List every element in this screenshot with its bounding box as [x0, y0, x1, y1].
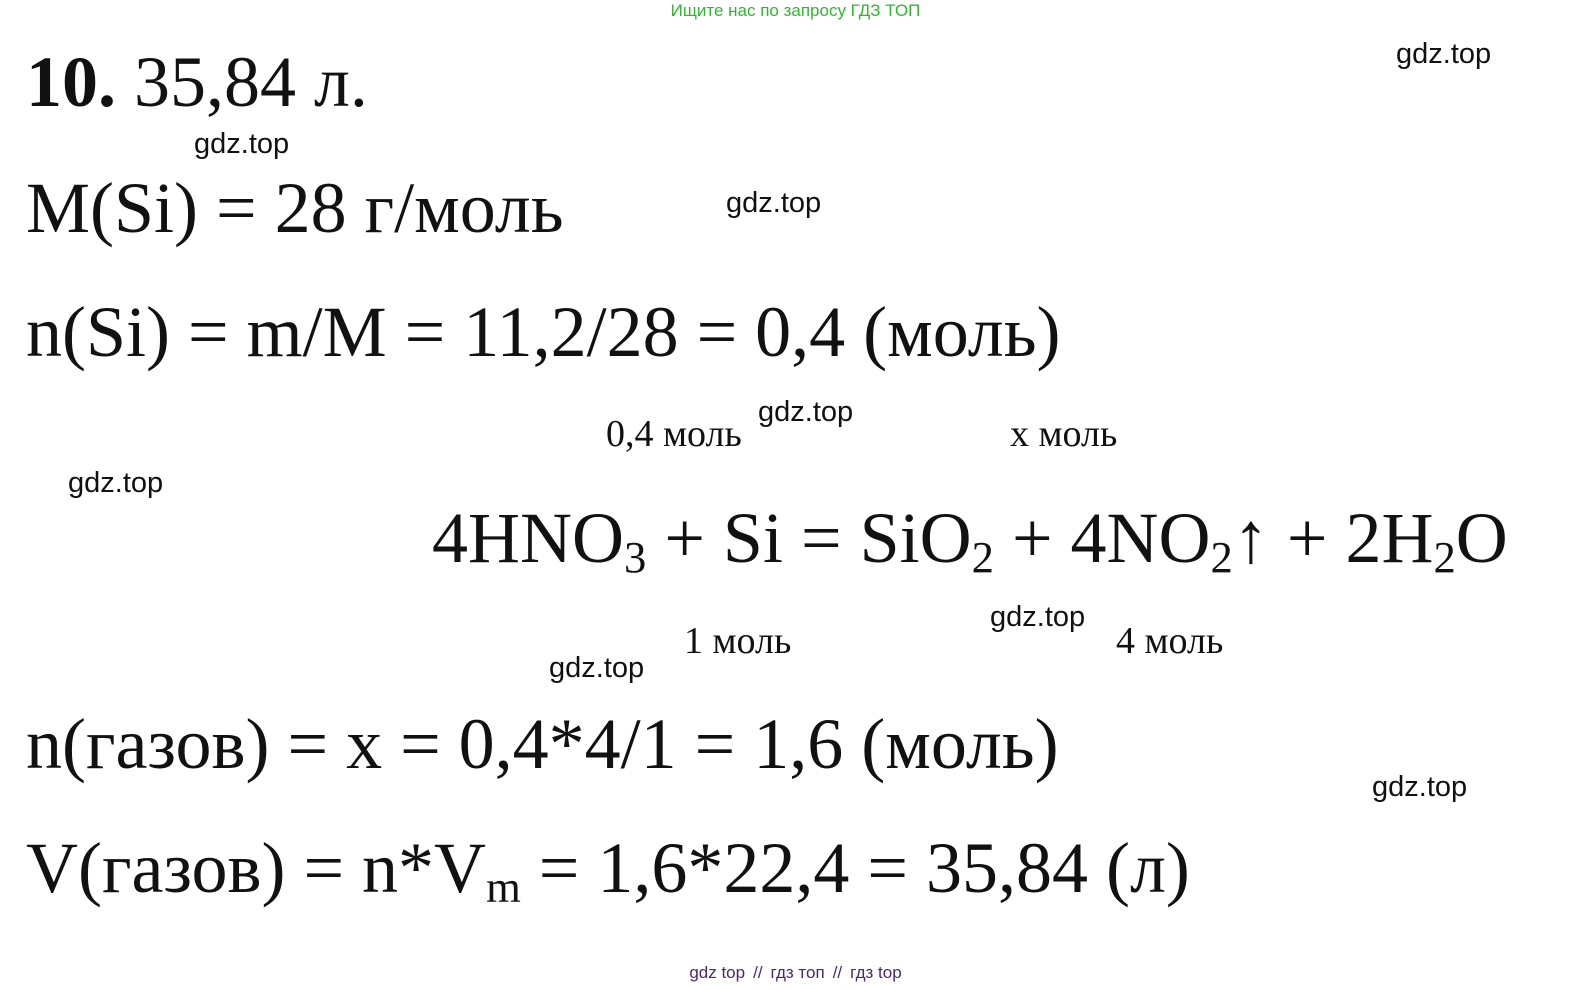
problem-header: [26, 42, 368, 122]
watermark: gdz.top: [549, 652, 645, 684]
reaction-equation: [432, 498, 1508, 582]
footer-link[interactable]: gdz top: [689, 963, 746, 982]
eq-part: 4HNO: [432, 498, 624, 578]
watermark: gdz.top: [726, 187, 822, 219]
annotation-below-si: 1 моль: [684, 620, 792, 662]
v-gas-subscript: m: [486, 861, 521, 912]
annotation-above-si: 0,4 моль: [606, 413, 742, 455]
eq-part: ↑ + 2H: [1232, 498, 1434, 578]
watermark: gdz.top: [194, 128, 290, 160]
watermark: gdz.top: [1372, 771, 1468, 803]
annotation-below-no2: 4 моль: [1116, 620, 1224, 662]
eq-part: O: [1455, 498, 1508, 578]
watermark: gdz.top: [1396, 38, 1492, 70]
watermark: gdz.top: [990, 601, 1086, 633]
step-n-gas: n(газов) = x = 0,4*4/1 = 1,6 (моль): [26, 704, 1059, 784]
annotation-above-no2: x моль: [1010, 413, 1118, 455]
footer: [0, 962, 1591, 984]
footer-link[interactable]: гдз топ: [770, 963, 825, 982]
eq-part: + 4NO: [993, 498, 1211, 578]
v-gas-suffix: = 1,6*22,4 = 35,84 (л): [520, 828, 1190, 908]
footer-link[interactable]: гдз top: [850, 963, 902, 982]
watermark: gdz.top: [758, 396, 854, 428]
problem-number: 10.: [26, 42, 116, 122]
footer-separator: //: [832, 963, 843, 982]
eq-subscript: 3: [624, 531, 647, 582]
top-banner: [0, 0, 1591, 22]
eq-subscript: 2: [971, 531, 994, 582]
eq-part: + Si = SiO: [646, 498, 972, 578]
v-gas-prefix: V(газов) = n*V: [26, 828, 487, 908]
problem-answer: 35,84 л.: [134, 42, 368, 122]
step-molar-mass: M(Si) = 28 г/моль: [26, 168, 564, 248]
banner-text: Ищите нас по запросу ГДЗ ТОП: [670, 1, 921, 20]
step-v-gas: [26, 828, 1190, 912]
watermark: gdz.top: [68, 467, 164, 499]
eq-subscript: 2: [1210, 531, 1233, 582]
eq-subscript: 2: [1433, 531, 1456, 582]
footer-separator: //: [753, 963, 763, 982]
step-n-si: n(Si) = m/M = 11,2/28 = 0,4 (моль): [26, 292, 1061, 372]
